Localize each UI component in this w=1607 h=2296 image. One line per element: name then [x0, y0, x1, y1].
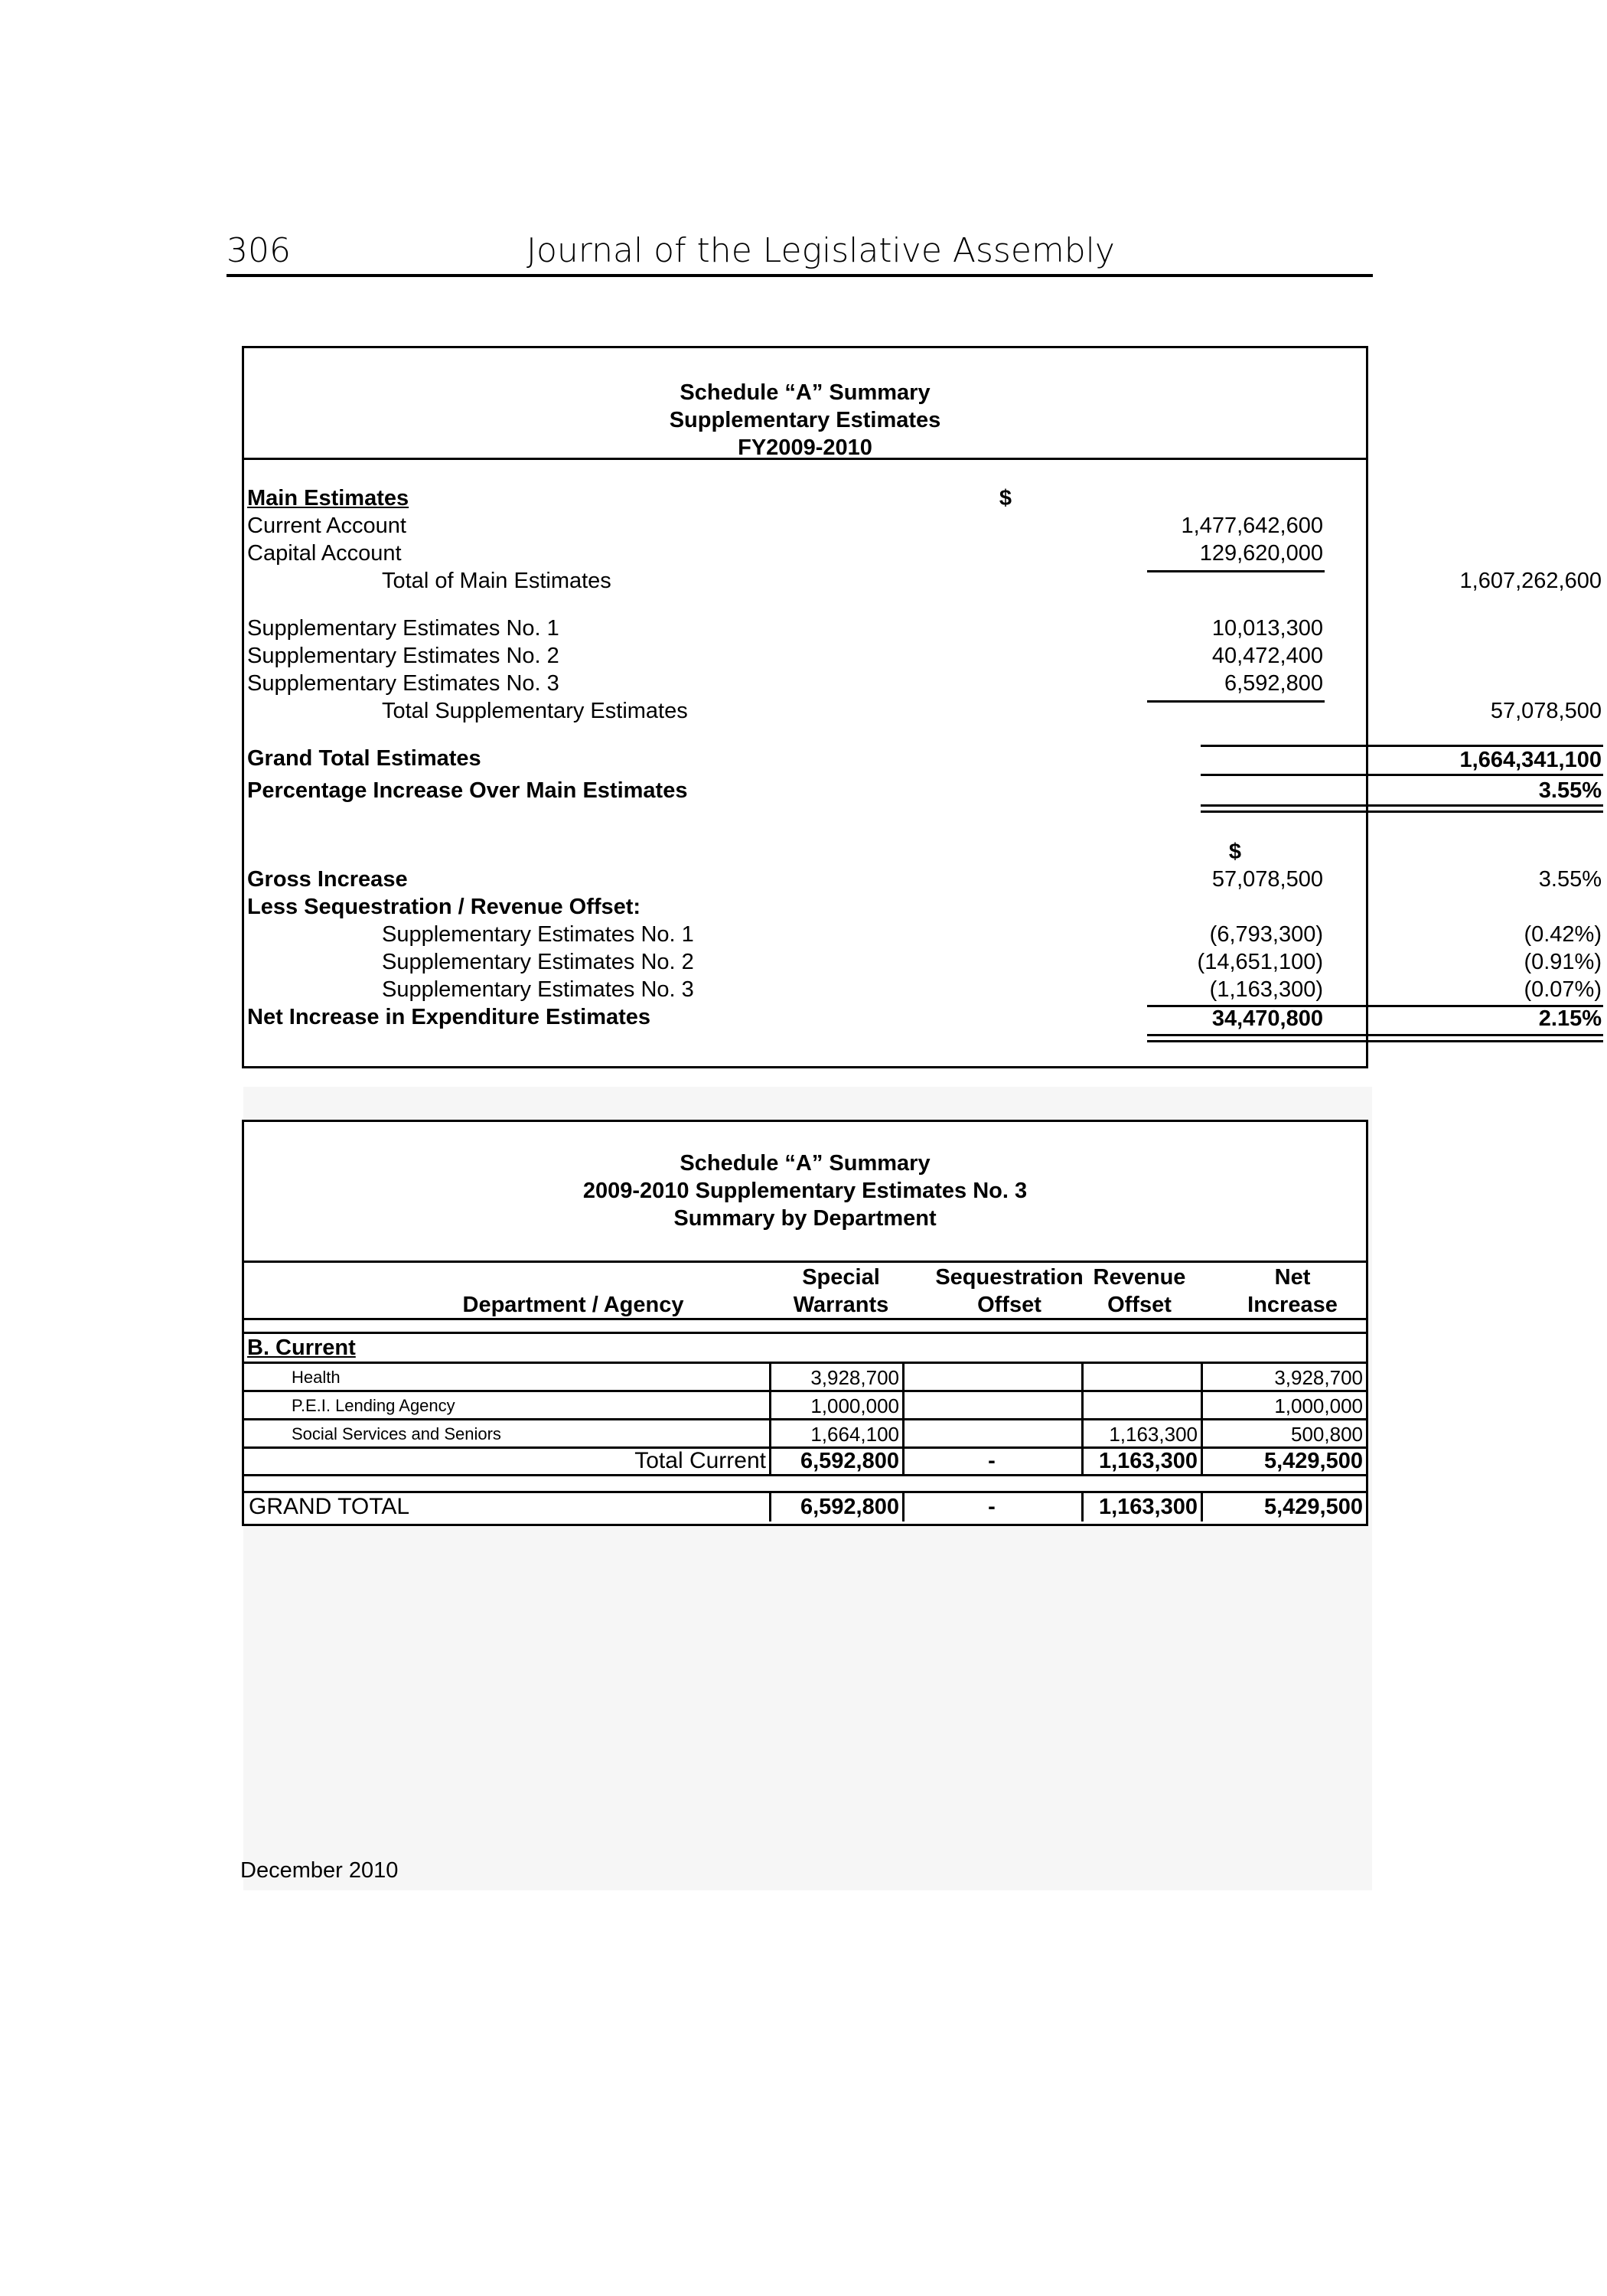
supp2-label: Supplementary Estimates No. 2 — [247, 644, 559, 668]
col-rule-1 — [769, 1362, 771, 1476]
supplementary-summary-table — [242, 346, 1602, 1068]
offset3-value: (1,163,300) — [1209, 977, 1323, 1002]
summary-title — [244, 348, 1366, 460]
grand-total-label: GRAND TOTAL — [249, 1494, 410, 1519]
total-current-net: 5,429,500 — [1263, 1449, 1363, 1473]
grand-total-seq: - — [988, 1495, 996, 1519]
gross-increase-pct: 3.55% — [1538, 867, 1602, 892]
net-pct-rule-1 — [1201, 1034, 1603, 1036]
grand-total-special: 6,592,800 — [800, 1495, 899, 1519]
row-special-warrants: 1,000,000 — [810, 1394, 899, 1417]
grand-total-bottom-rule — [1201, 774, 1603, 776]
summary-title-line-3: FY2009-2010 — [738, 435, 872, 460]
col-header-net-2: Increase — [1247, 1293, 1338, 1317]
capital-account-label: Capital Account — [247, 541, 402, 566]
pct-increase-value: 3.55% — [1538, 778, 1602, 803]
grand-total-value: 1,664,341,100 — [1459, 748, 1602, 772]
grand-total-net: 5,429,500 — [1263, 1495, 1363, 1519]
gross-increase-label: Gross Increase — [247, 867, 408, 892]
department-title-line-2: 2009-2010 Supplementary Estimates No. 3 — [582, 1179, 1028, 1203]
row-department-name: Social Services and Seniors — [292, 1424, 501, 1443]
department-title-line-1: Schedule “A” Summary — [680, 1151, 931, 1176]
section-b-current: B. Current — [247, 1336, 356, 1360]
pct-rule-1 — [1201, 804, 1603, 807]
offset1-pct: (0.42%) — [1524, 922, 1602, 947]
col-header-department: Department / Agency — [462, 1293, 684, 1317]
header-rule-1 — [244, 1318, 1366, 1320]
col-header-net-1: Net — [1274, 1265, 1311, 1290]
col-header-special-1: Special — [802, 1265, 880, 1290]
row-rule-6 — [244, 1491, 1366, 1493]
offset2-label: Supplementary Estimates No. 2 — [382, 950, 694, 974]
row-rule-1 — [244, 1362, 1366, 1364]
total-main-value: 1,607,262,600 — [1459, 569, 1602, 593]
header-rule-2 — [244, 1332, 1366, 1334]
supp1-value: 10,013,300 — [1211, 616, 1323, 641]
col-header-seq-1: Sequestration — [935, 1265, 1084, 1290]
currency-symbol: $ — [999, 486, 1012, 510]
row-revenue-offset: 1,163,300 — [1109, 1423, 1198, 1446]
col-header-rev-2: Offset — [1107, 1293, 1172, 1317]
net-pct-rule-2 — [1201, 1040, 1603, 1042]
department-title — [244, 1122, 1366, 1263]
offset2-value: (14,651,100) — [1197, 950, 1323, 974]
summary-title-line-1: Schedule “A” Summary — [680, 380, 931, 405]
page-header — [227, 230, 1373, 277]
net-increase-label: Net Increase in Expenditure Estimates — [247, 1005, 651, 1029]
main-estimates-heading: Main Estimates — [247, 486, 409, 510]
journal-title: Journal of the Legislative Assembly — [526, 231, 1115, 270]
total-current-special: 6,592,800 — [800, 1449, 899, 1473]
total-current-label: Total Current — [634, 1448, 766, 1473]
pct-increase-label: Percentage Increase Over Main Estimates — [247, 778, 688, 803]
row-net-increase: 3,928,700 — [1274, 1366, 1363, 1389]
grand-total-rev: 1,163,300 — [1098, 1495, 1198, 1519]
row-rule-5 — [244, 1474, 1366, 1476]
row-department-name: P.E.I. Lending Agency — [292, 1396, 455, 1415]
total-current-rev: 1,163,300 — [1098, 1449, 1198, 1473]
capital-account-value: 129,620,000 — [1199, 541, 1323, 566]
net-increase-pct: 2.15% — [1538, 1006, 1602, 1031]
department-summary-table — [242, 1120, 1368, 1526]
col-rule-3 — [1081, 1362, 1084, 1476]
total-supp-label: Total Supplementary Estimates — [382, 699, 688, 723]
total-main-label: Total of Main Estimates — [382, 569, 611, 593]
grand-total-label: Grand Total Estimates — [247, 746, 481, 771]
row-special-warrants: 3,928,700 — [810, 1366, 899, 1389]
row-net-increase: 1,000,000 — [1274, 1394, 1363, 1417]
currency-symbol-2: $ — [1228, 840, 1242, 864]
summary-title-line-2: Supplementary Estimates — [669, 408, 941, 432]
gross-increase-value: 57,078,500 — [1211, 867, 1323, 892]
page-number: 306 — [227, 231, 291, 270]
offset1-label: Supplementary Estimates No. 1 — [382, 922, 694, 947]
less-sequestration-label: Less Sequestration / Revenue Offset: — [247, 895, 641, 919]
offset3-label: Supplementary Estimates No. 3 — [382, 977, 694, 1002]
total-supp-value: 57,078,500 — [1490, 699, 1602, 723]
col-rule-gt-3 — [1081, 1491, 1084, 1521]
col-rule-4 — [1201, 1362, 1203, 1476]
row-net-increase: 500,800 — [1291, 1423, 1363, 1446]
footer-date: December 2010 — [240, 1858, 399, 1883]
col-header-rev-1: Revenue — [1093, 1265, 1186, 1290]
offset3-pct: (0.07%) — [1524, 977, 1602, 1002]
col-rule-gt-2 — [902, 1491, 905, 1521]
offset2-pct: (0.91%) — [1524, 950, 1602, 974]
col-header-seq-2: Offset — [977, 1293, 1041, 1317]
offset1-value: (6,793,300) — [1209, 922, 1323, 947]
total-current-seq: - — [988, 1449, 996, 1473]
col-rule-2 — [902, 1362, 905, 1476]
current-account-value: 1,477,642,600 — [1181, 514, 1323, 538]
supp2-value: 40,472,400 — [1211, 644, 1323, 668]
supp1-label: Supplementary Estimates No. 1 — [247, 616, 559, 641]
row-department-name: Health — [292, 1368, 341, 1387]
net-increase-value: 34,470,800 — [1211, 1006, 1323, 1031]
pct-rule-2 — [1201, 810, 1603, 813]
col-rule-gt-1 — [769, 1491, 771, 1521]
current-account-label: Current Account — [247, 514, 406, 538]
row-special-warrants: 1,664,100 — [810, 1423, 899, 1446]
col-header-special-2: Warrants — [793, 1293, 889, 1317]
col-rule-gt-4 — [1201, 1491, 1203, 1521]
supp3-label: Supplementary Estimates No. 3 — [247, 671, 559, 696]
department-title-line-3: Summary by Department — [673, 1206, 937, 1231]
supp3-value: 6,592,800 — [1224, 671, 1323, 696]
